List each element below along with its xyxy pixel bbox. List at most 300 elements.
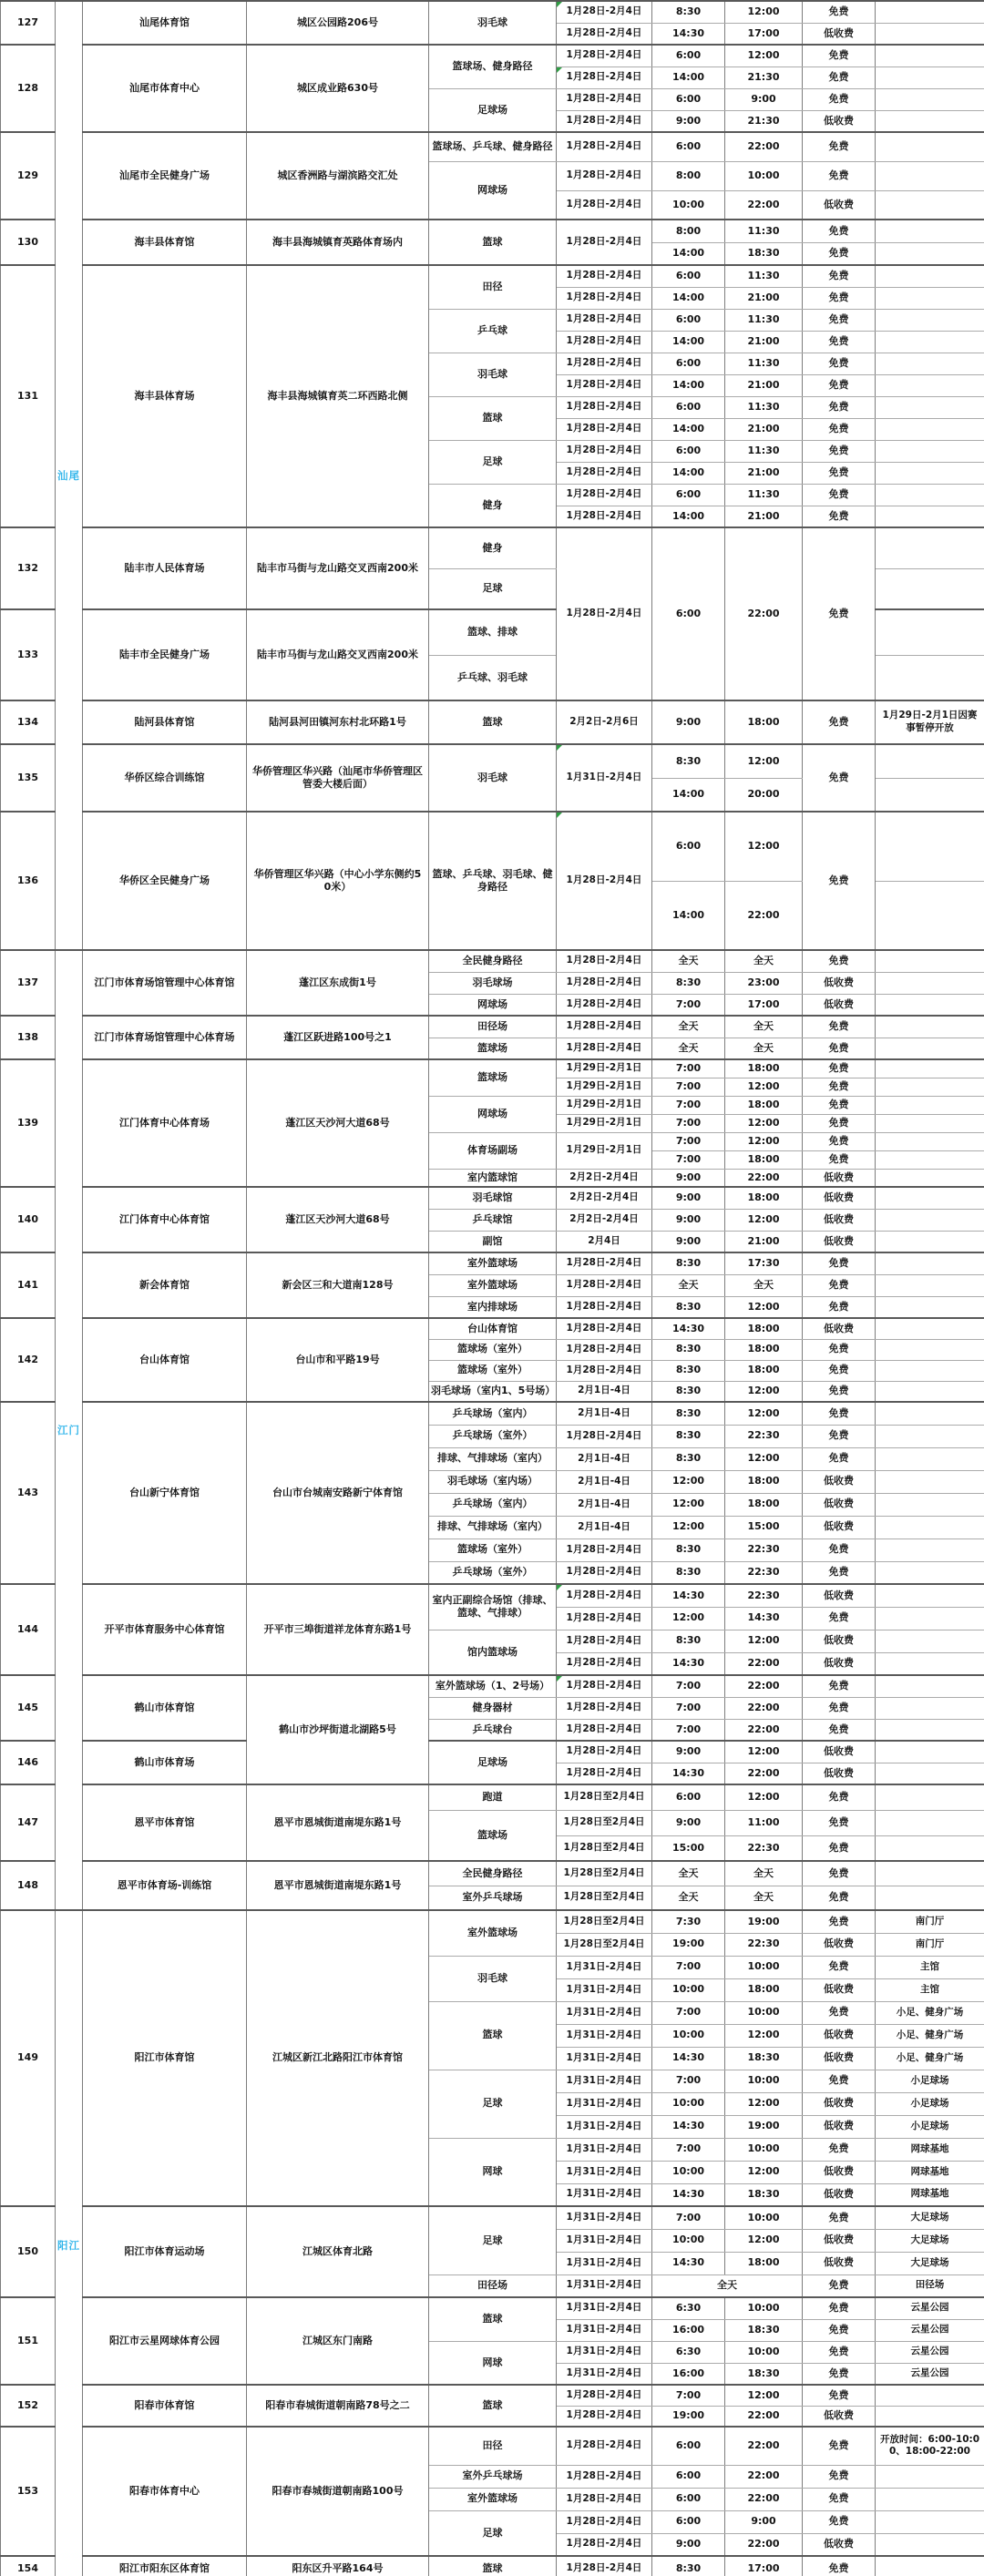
venue-address: 蓬江区跃进路100号之1	[247, 1016, 429, 1059]
fee-type: 免费	[803, 1561, 876, 1584]
end-time: 12:00	[725, 2385, 803, 2406]
start-time: 14:30	[652, 2115, 725, 2138]
remark	[876, 374, 984, 396]
open-date: 1月31日-2月4日	[557, 1956, 652, 1978]
fee-type: 免费	[803, 1114, 876, 1132]
start-time: 8:30	[652, 1252, 725, 1274]
facility-name: 健身器材	[429, 1697, 557, 1719]
remark	[876, 1835, 984, 1861]
end-time: 12:00	[725, 1114, 803, 1132]
remark	[876, 331, 984, 353]
open-date: 1月28日-2月4日	[557, 45, 652, 66]
end-time: 12:00	[725, 1447, 803, 1470]
open-date: 1月31日-2月4日	[557, 1978, 652, 2001]
open-date: 1月28日-2月4日	[557, 1630, 652, 1652]
remark	[876, 1038, 984, 1059]
end-time: 12:00	[725, 1, 803, 23]
facility-name: 篮球场、乒乓球、健身路径	[429, 132, 557, 161]
end-time: 22:00	[725, 881, 803, 950]
start-time: 7:00	[652, 2001, 725, 2024]
end-time: 22:00	[725, 190, 803, 220]
end-time: 18:00	[725, 1360, 803, 1381]
fee-type: 低收费	[803, 2252, 876, 2274]
fee-type: 免费	[803, 950, 876, 972]
open-date: 1月28日-2月4日	[557, 462, 652, 484]
open-date: 1月28日-2月4日	[557, 484, 652, 506]
fee-type: 免费	[803, 1697, 876, 1719]
facility-name: 羽毛球	[429, 353, 557, 396]
start-time: 9:00	[652, 1209, 725, 1231]
fee-type: 免费	[803, 744, 876, 812]
start-time: 7:00	[652, 1697, 725, 1719]
start-time: 8:30	[652, 744, 725, 778]
fee-type: 免费	[803, 396, 876, 418]
start-time: 全天	[652, 950, 725, 972]
fee-type: 免费	[803, 2070, 876, 2092]
remark	[876, 484, 984, 506]
venue-name: 恩平市体育场-训练馆	[83, 1861, 247, 1910]
open-date: 2月2日-2月4日	[557, 1169, 652, 1187]
start-time: 10:00	[652, 2024, 725, 2047]
fee-type: 免费	[803, 1402, 876, 1425]
facility-name: 乒乓球台	[429, 1719, 557, 1741]
fee-type: 免费	[803, 132, 876, 161]
fee-type: 免费	[803, 1078, 876, 1096]
end-time: 21:30	[725, 110, 803, 132]
end-time: 18:00	[725, 1059, 803, 1078]
end-time: 11:30	[725, 396, 803, 418]
venue-name: 开平市体育服务中心体育馆	[83, 1584, 247, 1675]
start-time: 10:00	[652, 190, 725, 220]
open-date: 1月29日-2月1日	[557, 1078, 652, 1096]
remark	[876, 265, 984, 287]
end-time: 11:00	[725, 1810, 803, 1835]
remark	[876, 353, 984, 374]
open-date: 1月28日-2月4日	[557, 1561, 652, 1584]
start-time: 7:00	[652, 2385, 725, 2406]
city-label: 阳江	[56, 1910, 83, 2576]
start-time: 8:30	[652, 1339, 725, 1360]
start-time: 14:00	[652, 66, 725, 88]
open-date: 2月2日-2月6日	[557, 700, 652, 744]
fee-type: 低收费	[803, 1209, 876, 1231]
fee-type: 低收费	[803, 1169, 876, 1187]
row-number: 136	[1, 812, 56, 950]
end-time: 17:00	[725, 23, 803, 45]
end-time: 全天	[725, 1886, 803, 1910]
row-number: 127	[1, 1, 56, 45]
open-date: 1月28日-2月4日	[557, 265, 652, 287]
end-time: 12:00	[725, 1741, 803, 1763]
end-time: 11:30	[725, 309, 803, 331]
remark	[876, 2533, 984, 2556]
venue-address: 陆河县河田镇河东村北环路1号	[247, 700, 429, 744]
open-date: 1月28日-2月4日	[557, 1607, 652, 1630]
start-time: 7:00	[652, 1719, 725, 1741]
facility-name: 篮球	[429, 220, 557, 265]
table-row	[1, 2556, 984, 2576]
remark	[876, 1763, 984, 1784]
open-date: 1月28日-2月4日	[557, 23, 652, 45]
facility-name: 篮球场（室外）	[429, 1538, 557, 1561]
table-row	[1, 1910, 984, 1933]
end-time: 17:00	[725, 2556, 803, 2576]
remark	[876, 1169, 984, 1187]
remark	[876, 972, 984, 994]
open-date: 1月31日-2月4日	[557, 2161, 652, 2183]
open-date: 1月28日-2月4日	[557, 950, 652, 972]
end-time: 9:00	[725, 2510, 803, 2533]
venue-address: 蓬江区天沙河大道68号	[247, 1187, 429, 1252]
facility-name: 篮球场（室外）	[429, 1339, 557, 1360]
fee-type: 免费	[803, 527, 876, 700]
remark	[876, 1447, 984, 1470]
remark	[876, 1493, 984, 1516]
start-time: 12:00	[652, 1516, 725, 1538]
end-time: 22:30	[725, 1835, 803, 1861]
remark	[876, 1252, 984, 1274]
open-date: 1月28日-2月4日	[557, 1584, 652, 1607]
end-time: 21:00	[725, 462, 803, 484]
remark	[876, 812, 984, 881]
start-time: 7:00	[652, 994, 725, 1016]
facility-name: 乒乓球场（室外）	[429, 1561, 557, 1584]
table-row	[1, 1784, 984, 1810]
fee-type: 免费	[803, 374, 876, 396]
end-time: 22:00	[725, 132, 803, 161]
start-time: 8:30	[652, 1360, 725, 1381]
remark: 南门厅	[876, 1933, 984, 1956]
fee-type: 免费	[803, 309, 876, 331]
facility-name: 室外篮球场（1、2号场）	[429, 1675, 557, 1697]
open-date: 1月28日至2月4日	[557, 1933, 652, 1956]
remark: 主馆	[876, 1978, 984, 2001]
open-date: 1月31日-2月4日	[557, 2115, 652, 2138]
end-time: 22:00	[725, 1652, 803, 1675]
venue-name: 江门体育中心体育馆	[83, 1187, 247, 1252]
fee-type: 免费	[803, 287, 876, 309]
remark	[876, 309, 984, 331]
fee-type: 免费	[803, 220, 876, 242]
venue-address: 海丰县海城镇育英路体育场内	[247, 220, 429, 265]
start-time: 9:00	[652, 1810, 725, 1835]
start-time: 6:00	[652, 88, 725, 110]
venue-address: 台山市台城南安路新宁体育馆	[247, 1402, 429, 1584]
remark	[876, 396, 984, 418]
remark: 小足球场	[876, 2092, 984, 2115]
fee-type: 低收费	[803, 2183, 876, 2206]
facility-name: 足球场	[429, 1741, 557, 1784]
row-number: 146	[1, 1741, 56, 1784]
end-time: 21:00	[725, 506, 803, 527]
fee-type: 免费	[803, 66, 876, 88]
facility-name: 排球、气排球场（室内）	[429, 1516, 557, 1538]
row-number: 151	[1, 2297, 56, 2385]
fee-type: 低收费	[803, 190, 876, 220]
table-row	[1, 1187, 984, 1209]
facility-name: 篮球场	[429, 1038, 557, 1059]
fee-type: 低收费	[803, 1630, 876, 1652]
facility-name: 羽毛球馆	[429, 1187, 557, 1209]
venue-name: 陆丰市人民体育场	[83, 527, 247, 609]
table-row	[1, 1016, 984, 1038]
facility-name: 足球	[429, 2070, 557, 2138]
end-time: 18:30	[725, 242, 803, 265]
end-time: 18:30	[725, 2363, 803, 2385]
open-date: 1月29日-2月1日	[557, 1059, 652, 1078]
remark	[876, 23, 984, 45]
facility-name: 副馆	[429, 1231, 557, 1252]
open-date: 1月28日-2月4日	[557, 309, 652, 331]
remark: 南门厅	[876, 1910, 984, 1933]
start-time: 7:00	[652, 1150, 725, 1169]
remark	[876, 1296, 984, 1318]
end-time: 21:00	[725, 1231, 803, 1252]
end-time: 12:00	[725, 1132, 803, 1150]
fee-type: 低收费	[803, 1187, 876, 1209]
end-time: 12:00	[725, 2024, 803, 2047]
end-time: 全天	[725, 1038, 803, 1059]
end-time: 22:00	[725, 2427, 803, 2465]
venue-address: 鹤山市沙坪街道北湖路5号	[247, 1675, 429, 1784]
start-time: 10:00	[652, 2229, 725, 2252]
open-date: 1月28日至2月4日	[557, 1784, 652, 1810]
start-time: 6:30	[652, 2341, 725, 2363]
row-number: 132	[1, 527, 56, 609]
open-date: 2月4日	[557, 1231, 652, 1252]
start-time: 6:00	[652, 353, 725, 374]
facility-name: 馆内篮球场	[429, 1630, 557, 1675]
venue-name: 海丰县体育馆	[83, 220, 247, 265]
venue-name: 华侨区综合训练馆	[83, 744, 247, 812]
facility-name: 跑道	[429, 1784, 557, 1810]
row-number: 141	[1, 1252, 56, 1318]
venue-name: 江门体育中心体育场	[83, 1059, 247, 1187]
open-date: 1月28日-2月4日	[557, 2556, 652, 2576]
open-date: 1月31日-2月4日	[557, 2319, 652, 2341]
facility-name: 全民健身路径	[429, 1861, 557, 1886]
start-time: 6:30	[652, 2297, 725, 2319]
remark	[876, 655, 984, 700]
fee-type: 低收费	[803, 1741, 876, 1763]
fee-type: 低收费	[803, 110, 876, 132]
open-date: 1月28日-2月4日	[557, 1425, 652, 1447]
fee-type: 低收费	[803, 2533, 876, 2556]
open-date: 1月28日-2月4日	[557, 396, 652, 418]
fee-type: 低收费	[803, 1318, 876, 1339]
venue-name: 阳江市云星网球体育公园	[83, 2297, 247, 2385]
remark	[876, 45, 984, 66]
fee-type: 免费	[803, 353, 876, 374]
start-time: 14:30	[652, 1318, 725, 1339]
venue-address: 台山市和平路19号	[247, 1318, 429, 1402]
fee-type: 免费	[803, 462, 876, 484]
start-time: 8:30	[652, 1538, 725, 1561]
start-time: 9:00	[652, 1187, 725, 1209]
end-time: 12:00	[725, 812, 803, 881]
open-date: 1月28日至2月4日	[557, 1810, 652, 1835]
facility-name: 室外乒乓球场	[429, 1886, 557, 1910]
open-date: 1月31日-2月4日	[557, 2229, 652, 2252]
end-time: 23:00	[725, 972, 803, 994]
open-date: 1月28日-2月4日	[557, 418, 652, 440]
end-time: 21:00	[725, 287, 803, 309]
start-time: 6:00	[652, 440, 725, 462]
venue-name: 新会体育馆	[83, 1252, 247, 1318]
end-time: 18:00	[725, 1187, 803, 1209]
table-row	[1, 2206, 984, 2229]
fee-type: 免费	[803, 1886, 876, 1910]
start-time: 14:00	[652, 506, 725, 527]
facility-name: 篮球	[429, 2001, 557, 2070]
open-date: 1月29日-2月1日	[557, 1096, 652, 1114]
city-label: 江门	[56, 950, 83, 1910]
fee-type: 免费	[803, 1381, 876, 1402]
open-date: 1月28日-2月4日	[557, 374, 652, 396]
fee-type: 低收费	[803, 2161, 876, 2183]
start-time: 7:00	[652, 1059, 725, 1078]
remark	[876, 2510, 984, 2533]
fee-type: 低收费	[803, 1493, 876, 1516]
venue-address: 陆丰市马街与龙山路交叉西南200米	[247, 527, 429, 609]
open-date: 1月31日-2月4日	[557, 2001, 652, 2024]
start-time: 8:30	[652, 1402, 725, 1425]
venue-address: 阳东区升平路164号	[247, 2556, 429, 2576]
remark	[876, 1360, 984, 1381]
venue-name: 汕尾市体育中心	[83, 45, 247, 132]
facility-name: 网球场	[429, 161, 557, 220]
facility-name: 乒乓球馆	[429, 1209, 557, 1231]
table-row	[1, 1861, 984, 1886]
open-date: 1月28日-2月4日	[557, 110, 652, 132]
start-time: 15:00	[652, 1835, 725, 1861]
facility-name: 篮球场	[429, 1810, 557, 1861]
facility-name: 乒乓球、羽毛球	[429, 655, 557, 700]
venue-address: 江城区体育北路	[247, 2206, 429, 2297]
venue-address: 陆丰市马街与龙山路交叉西南200米	[247, 609, 429, 700]
end-time: 10:00	[725, 1956, 803, 1978]
start-time: 8:00	[652, 161, 725, 190]
start-time: 7:00	[652, 2070, 725, 2092]
end-time: 17:00	[725, 994, 803, 1016]
end-time: 18:00	[725, 1150, 803, 1169]
facility-name: 篮球、排球	[429, 609, 557, 655]
venue-address: 江城区新江北路阳江市体育馆	[247, 1910, 429, 2206]
facility-name: 室外篮球场	[429, 1910, 557, 1956]
venue-address: 恩平市恩城街道南堤东路1号	[247, 1784, 429, 1861]
remark	[876, 190, 984, 220]
remark: 云星公园	[876, 2341, 984, 2363]
table-row	[1, 265, 984, 287]
fee-type: 低收费	[803, 2406, 876, 2427]
start-time: 19:00	[652, 2406, 725, 2427]
venue-name: 台山体育馆	[83, 1318, 247, 1402]
start-time: 14:30	[652, 2183, 725, 2206]
venue-address: 蓬江区天沙河大道68号	[247, 1059, 429, 1187]
fee-type: 免费	[803, 1339, 876, 1360]
end-time: 10:00	[725, 2341, 803, 2363]
start-time: 8:30	[652, 1447, 725, 1470]
fee-type: 免费	[803, 1360, 876, 1381]
fee-type: 免费	[803, 331, 876, 353]
fee-type: 免费	[803, 2556, 876, 2576]
end-time: 18:00	[725, 1339, 803, 1360]
open-date: 1月28日-2月4日	[557, 190, 652, 220]
remark	[876, 1078, 984, 1096]
end-time: 22:30	[725, 1584, 803, 1607]
table-row	[1, 220, 984, 242]
remark: 开放时间：6:00-10:00、18:00-22:00	[876, 2427, 984, 2465]
fee-type: 低收费	[803, 2024, 876, 2047]
open-date: 1月31日-2月4日	[557, 2363, 652, 2385]
start-time: 10:00	[652, 1978, 725, 2001]
remark: 田径场	[876, 2274, 984, 2297]
facility-name: 足球	[429, 568, 557, 609]
venue-address: 蓬江区东成街1号	[247, 950, 429, 1016]
fee-type: 免费	[803, 1861, 876, 1886]
facility-name: 田径	[429, 265, 557, 309]
start-time: 6:00	[652, 527, 725, 700]
row-number: 142	[1, 1318, 56, 1402]
start-time: 7:00	[652, 2138, 725, 2161]
row-number: 128	[1, 45, 56, 132]
open-date: 1月28日-2月4日	[557, 1038, 652, 1059]
start-time: 6:00	[652, 2510, 725, 2533]
venue-name: 阳春市体育馆	[83, 2385, 247, 2427]
row-number: 152	[1, 2385, 56, 2427]
end-time: 11:30	[725, 220, 803, 242]
fee-type: 免费	[803, 700, 876, 744]
table-row	[1, 1059, 984, 1078]
end-time: 12:00	[725, 1630, 803, 1652]
fee-type: 免费	[803, 1059, 876, 1078]
end-time: 15:00	[725, 1516, 803, 1538]
fee-type: 免费	[803, 2138, 876, 2161]
fee-type: 免费	[803, 242, 876, 265]
fee-type: 免费	[803, 2427, 876, 2465]
fee-type: 免费	[803, 1835, 876, 1861]
end-time: 18:00	[725, 1978, 803, 2001]
start-time: 16:00	[652, 2363, 725, 2385]
remark	[876, 462, 984, 484]
fee-type: 免费	[803, 2206, 876, 2229]
table-row	[1, 812, 984, 881]
end-time: 11:30	[725, 353, 803, 374]
remark	[876, 1425, 984, 1447]
venue-name: 江门市体育场馆管理中心体育馆	[83, 950, 247, 1016]
start-time: 12:00	[652, 1493, 725, 1516]
start-time: 6:00	[652, 484, 725, 506]
fee-type: 免费	[803, 2510, 876, 2533]
fee-type: 免费	[803, 265, 876, 287]
remark	[876, 2465, 984, 2488]
facility-name: 篮球场、健身路径	[429, 45, 557, 88]
end-time: 12:00	[725, 1381, 803, 1402]
start-time: 8:30	[652, 1561, 725, 1584]
fee-type: 免费	[803, 440, 876, 462]
remark	[876, 1096, 984, 1114]
open-date: 1月28日-2月4日	[557, 1763, 652, 1784]
fee-type: 免费	[803, 812, 876, 950]
venue-address: 江城区东门南路	[247, 2297, 429, 2385]
remark	[876, 161, 984, 190]
fee-type: 免费	[803, 1038, 876, 1059]
fee-type: 免费	[803, 2297, 876, 2319]
remark	[876, 1810, 984, 1835]
remark	[876, 1318, 984, 1339]
remark	[876, 1059, 984, 1078]
remark	[876, 744, 984, 778]
